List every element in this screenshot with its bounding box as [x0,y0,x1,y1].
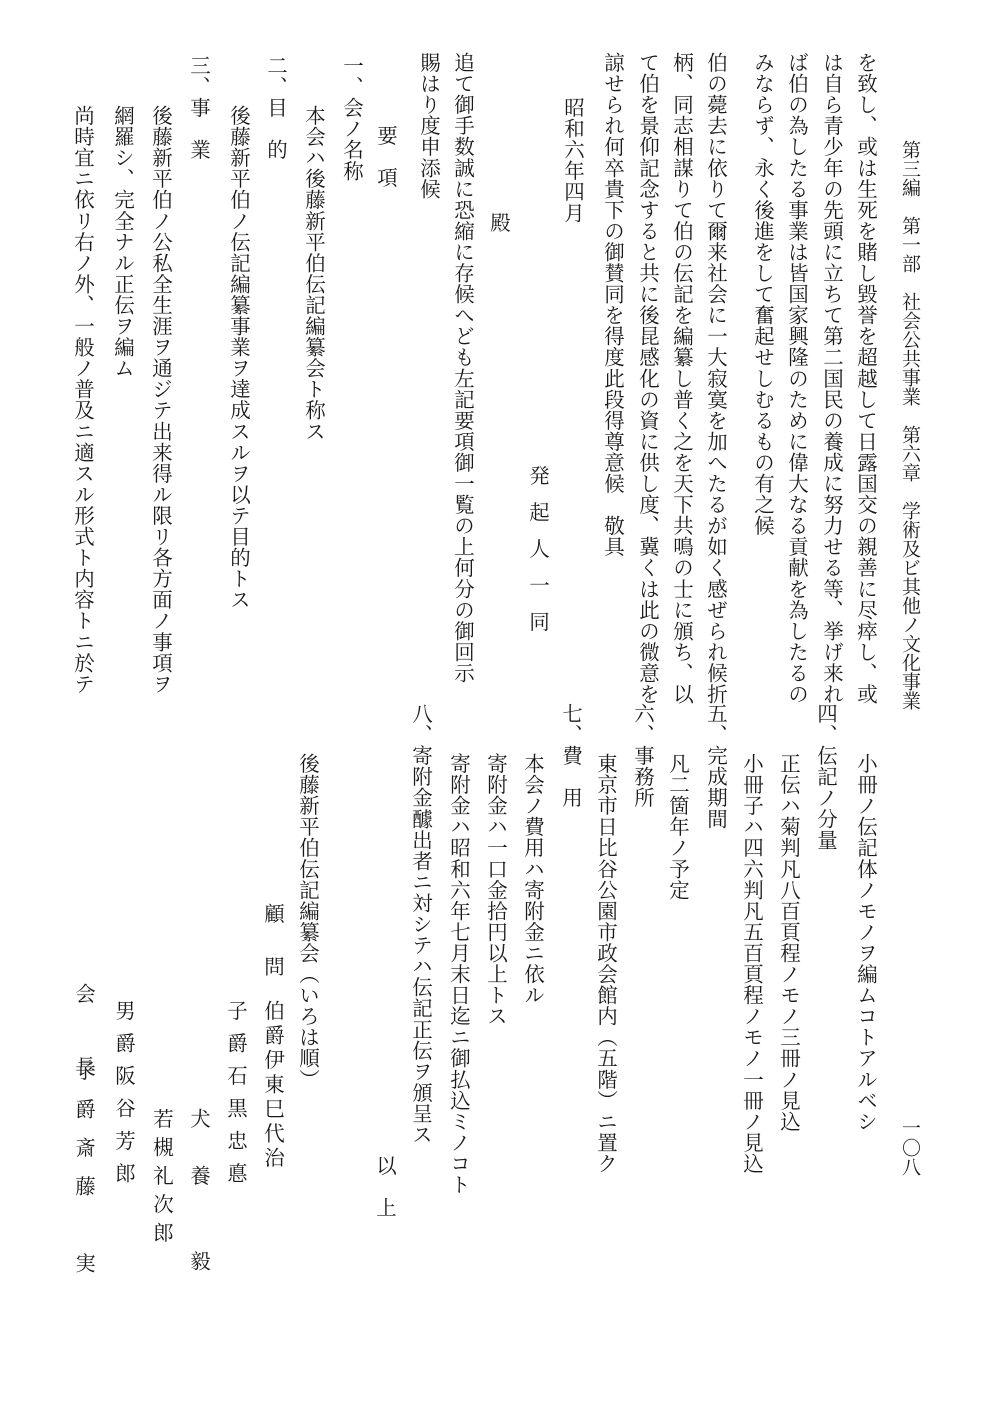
item-3-line-3: 尚時宜ニ依リ右ノ外、一般ノ普及ニ適スル形式ト内容トニ於テ [70,105,95,695]
item-1-title: 一、会ノ名称 [339,55,364,182]
member-3: 犬 養 毅 [186,1108,211,1279]
item-5-title: 五、完成期間 [703,703,728,830]
organization-name: 後藤新平伯伝記編纂会（いろは順） [295,753,320,1090]
body-line-4: みならず、永く後進をして奮起せしむるもの有之候 [750,52,775,537]
item-7-line-2: 寄附金ハ一口金拾円以上トス [483,753,508,1027]
item-5-body: 凡二箇年ノ予定 [665,753,690,901]
item-3-line-2: 網羅シ、完全ナル正伝ヲ編ム [110,105,135,379]
body-line-2: は自ら青少年の先頭に立ちて第二国民の養成に努力せる等、挙げ来れ [819,52,844,705]
outline-heading: 要 項 [373,125,398,189]
addressee-dono: 殿 [486,212,511,241]
item-7-line-1: 本会ノ費用ハ寄附金ニ依ル [520,753,545,1006]
item-7-line-3: 寄附金ハ昭和六年七月末日迄ニ御払込ミノコト [446,753,471,1196]
closing-ijo: 以 上 [372,1155,397,1219]
request-line-2: 賜はり度申添候 [416,52,441,200]
member-5: 男爵阪谷芳郎 [111,1000,136,1195]
item-8: 八、寄附金醵出者ニ対シテハ伝記正伝ヲ頒呈ス [408,703,433,1146]
item-3-line-1: 後藤新平伯ノ公私全生涯ヲ通ジテ出来得ル限リ各方面ノ事項ヲ [148,105,173,695]
member-1: 伯爵伊東巳代治 [260,1000,285,1172]
body-line-3: ば伯の為したる事業は皆国家興隆のために偉大なる貢献を為したるの [784,52,809,705]
running-head: 第三編 第一部 社会公共事業 第六章 学術及ビ其他ノ文化事業 [899,140,921,710]
item-6-title: 六、事務所 [630,703,655,809]
body-line-1: を致し、或は生死を賭し毀誉を超越して日露国交の親善に尽瘁し、或 [853,52,878,705]
item-1-body: 本会ハ後藤新平伯伝記編纂会ト称ス [301,105,326,442]
body-line-6: 柄、同志相謀りて伯の伝記を編纂し普く之を天下共鳴の士に頒ち、以 [669,52,694,705]
letter-sender: 発起人一同 [525,465,550,648]
item-3-title: 三、事 業 [186,55,211,161]
item-4-title: 四、伝記ノ分量 [813,703,838,851]
page-number: 一〇八 [899,1118,921,1177]
request-line-1: 追て御手数誠に恐縮に存候へども左記要項御一覧の上何分の御回示 [450,52,475,684]
item-4-line-1: 正伝ハ菊判凡八百頁程ノモノ三冊ノ見込 [776,753,801,1132]
letter-date: 昭和六年四月 [560,97,585,224]
item-7-title: 七、費 用 [558,703,583,809]
body-line-7: て伯を景仰記念すると共に後昆感化の資に供し度、冀くは此の微意を [635,52,660,705]
chairman-label: 会 長 [71,983,96,1093]
item-4-line-2: 小冊子ハ四六判凡五百頁程ノモノ一冊ノ見込 [739,753,764,1174]
item-2-body: 後藤新平伯ノ伝記編纂事業ヲ達成スルヲ以テ目的トス [226,105,251,611]
body-line-8: 諒せられ何卒貴下の御賛同を得度此段得尊意候 敬具 [600,52,625,558]
item-6-body: 東京市日比谷公園市政会館内（五階）ニ置ク [593,753,618,1174]
member-2: 子爵石黒忠悳 [223,1000,248,1195]
chairman-name: 子爵斎藤 実 [71,1060,96,1291]
body-line-5: 伯の薨去に依りて爾来社会に一大寂寞を加へたるが如く感ぜられ候折 [703,52,728,705]
item-2-title: 二、目 的 [263,55,288,161]
member-4: 若槻礼次郎 [149,1108,174,1251]
advisor-label: 顧 問 [260,903,285,983]
item-3-continuation: 小冊ノ伝記体ノモノヲ編ムコトアルベシ [853,753,878,1132]
